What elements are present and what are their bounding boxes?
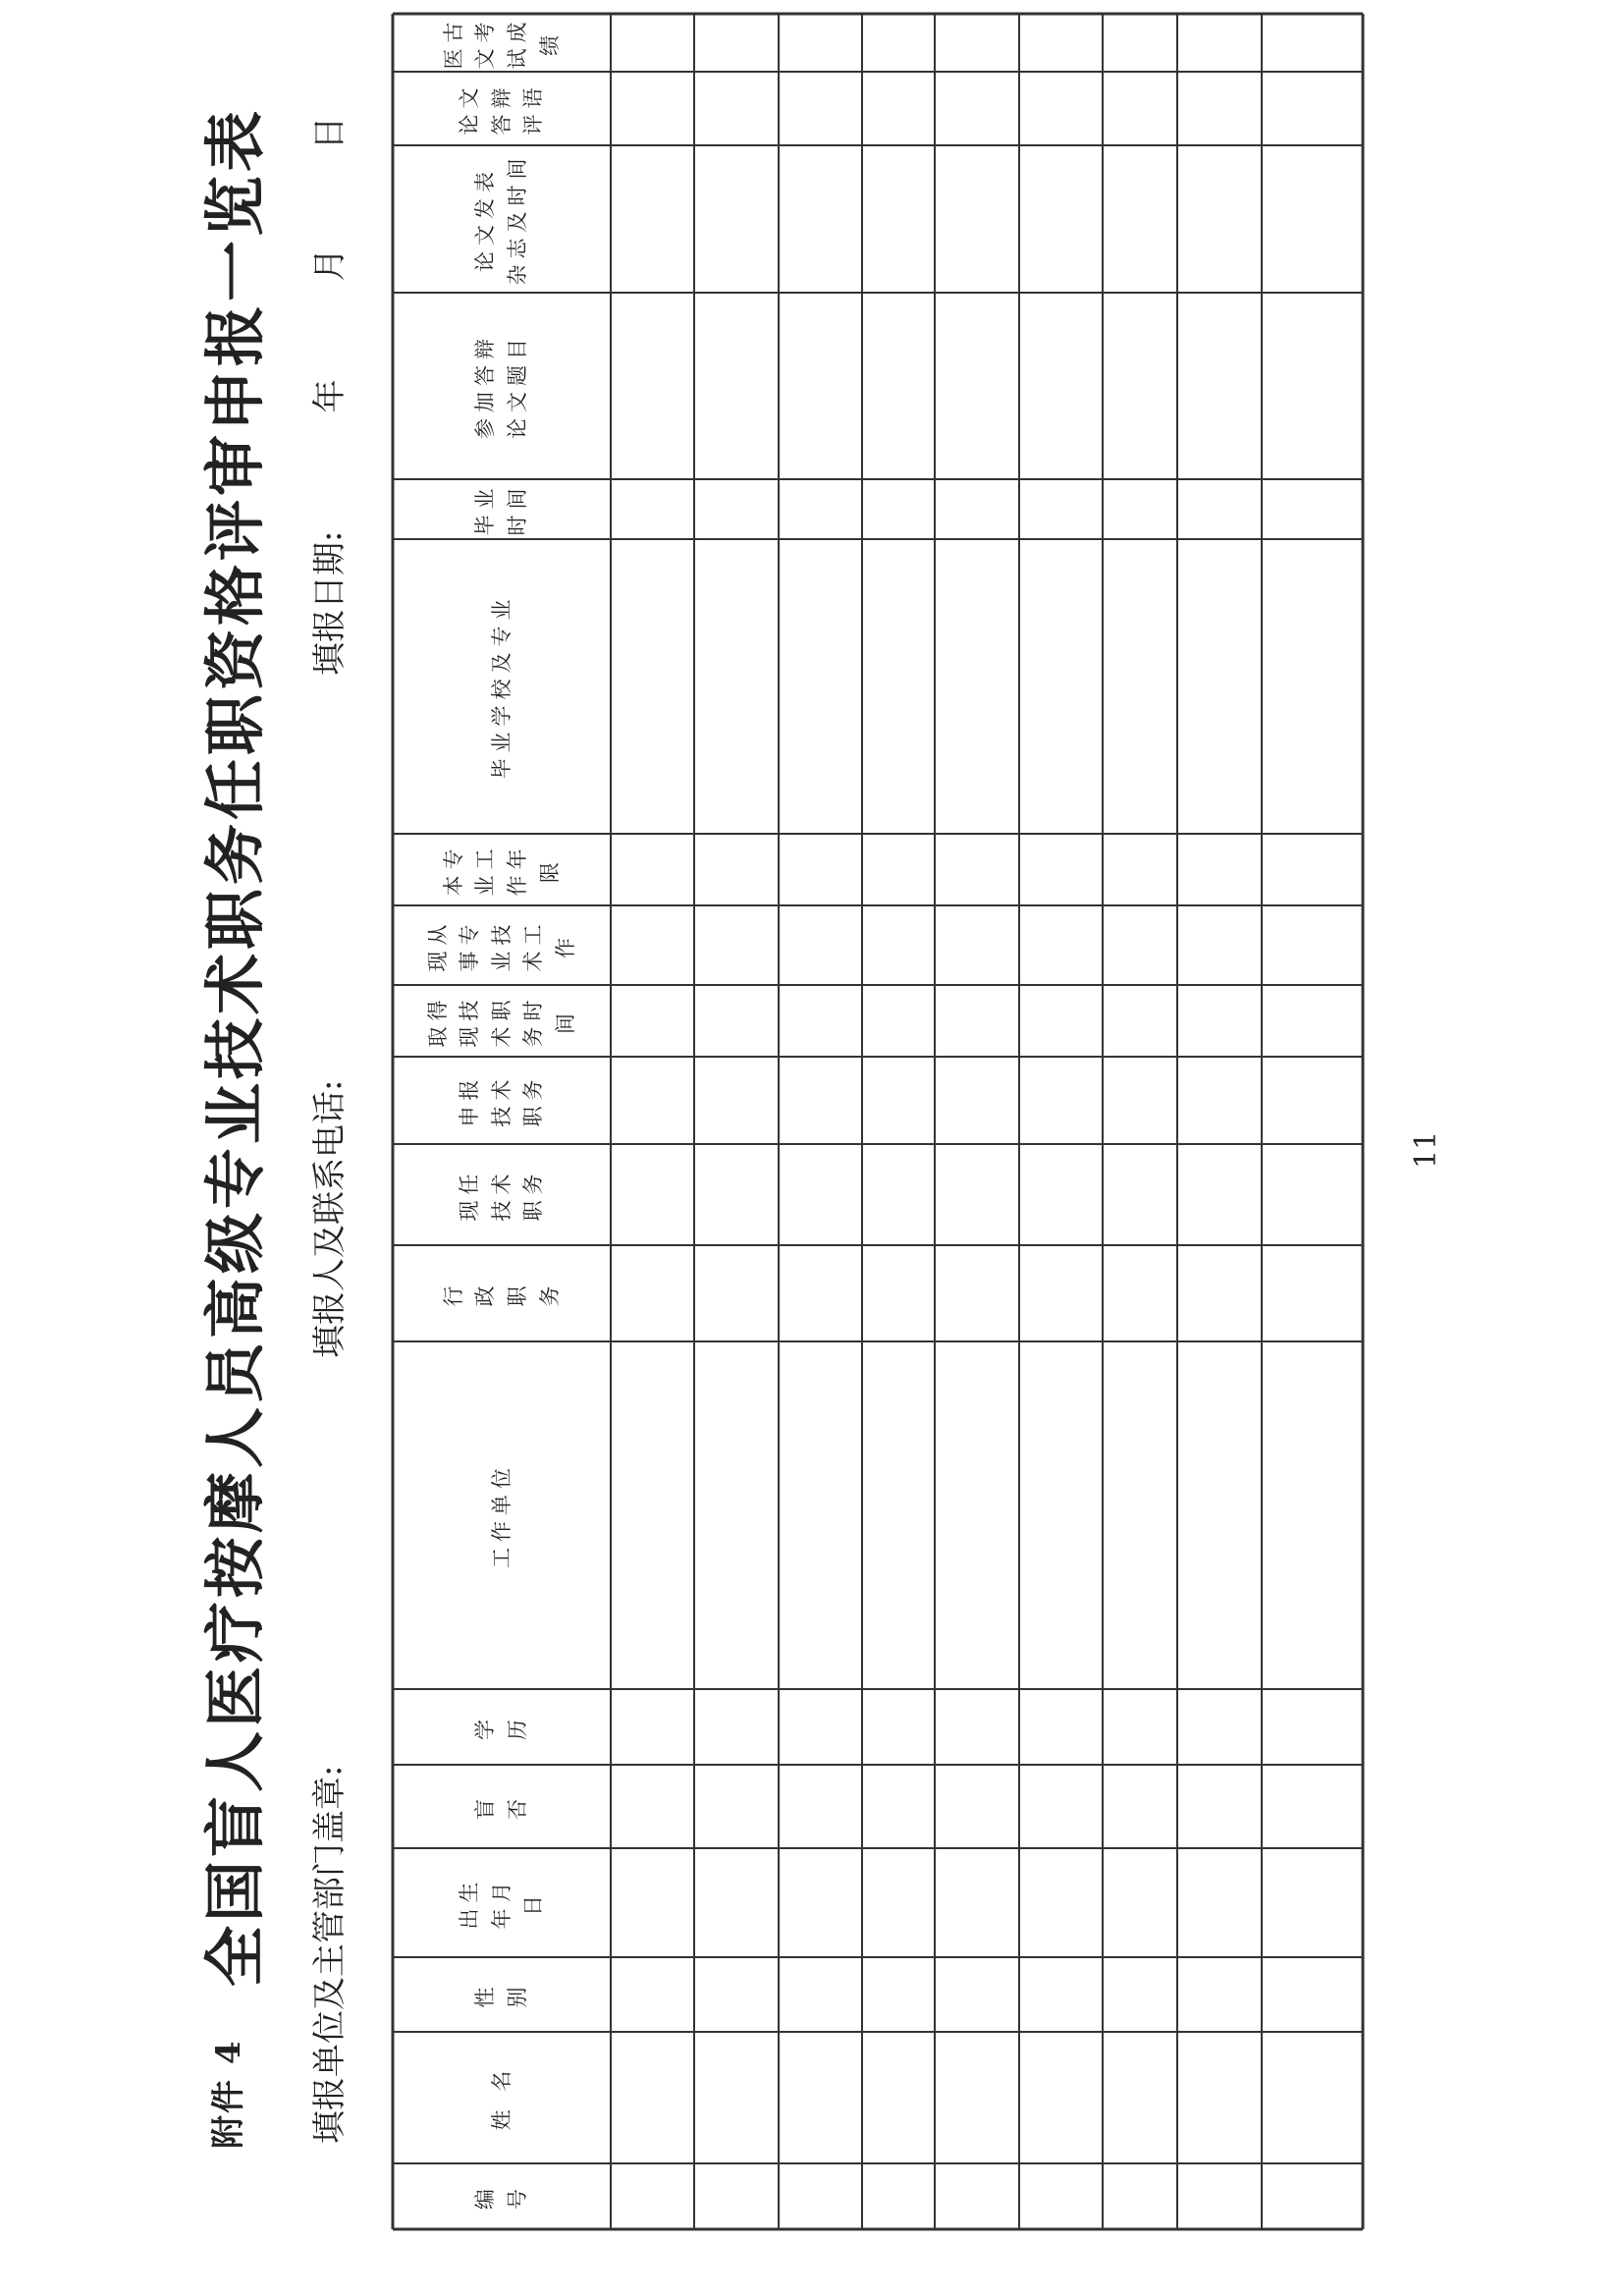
- table-cell-thesis-topic: [781, 295, 860, 477]
- header-line: 文考: [473, 16, 498, 70]
- table-cell-current-title: [613, 1146, 692, 1243]
- table-cell-gender: [1021, 1959, 1101, 2030]
- page-title: 全国盲人医疗按摩人员高级专业技术职务任职资格评审申报一览表: [199, 106, 271, 1987]
- table-cell-grad-time: [696, 481, 777, 537]
- table-cell-school-major: [1264, 541, 1361, 832]
- table-cell-current-work: [1179, 907, 1260, 983]
- header-line: 职: [506, 1280, 529, 1307]
- table-cell-admin-post: [696, 1247, 777, 1339]
- table-cell-current-title: [781, 1146, 860, 1243]
- table-cell-current-title: [696, 1146, 777, 1243]
- table-cell-education: [864, 1691, 933, 1763]
- header-line: 技术: [489, 1168, 514, 1222]
- table-cell-defense: [613, 74, 692, 143]
- header-line: 工作单位: [489, 1462, 514, 1568]
- table-cell-classics-exam: [1021, 16, 1101, 70]
- table-cell-school-major: [937, 541, 1017, 832]
- header-line: 历: [506, 1714, 529, 1740]
- header-current-work: [397, 907, 607, 983]
- header-line: 作: [553, 932, 577, 958]
- table-cell-thesis-topic: [937, 295, 1017, 477]
- table-cell-no: [937, 2165, 1017, 2227]
- header-line: 间: [553, 1008, 577, 1034]
- header-admin-post: [397, 1247, 607, 1339]
- table-cell-admin-post: [781, 1247, 860, 1339]
- date-month: 月: [310, 247, 350, 282]
- table-cell-work-years: [781, 836, 860, 903]
- table-cell-applied-title: [781, 1059, 860, 1142]
- header-line: 论文题目: [506, 333, 529, 439]
- table-cell-work-years: [1105, 836, 1175, 903]
- header-line: 务时: [521, 994, 546, 1048]
- table-cell-blind: [613, 1767, 692, 1846]
- table-cell-grad-time: [1264, 481, 1361, 537]
- table-cell-defense: [1021, 74, 1101, 143]
- header-no: [397, 2165, 607, 2227]
- table-cell-school-major: [1105, 541, 1175, 832]
- table-cell-journal: [1264, 147, 1361, 291]
- table-cell-thesis-topic: [1264, 295, 1361, 477]
- table-cell-gender: [1105, 1959, 1175, 2030]
- header-line: 答辩: [489, 82, 514, 136]
- table-cell-defense: [781, 74, 860, 143]
- table-cell-admin-post: [937, 1247, 1017, 1339]
- table-cell-applied-title: [613, 1059, 692, 1142]
- contact-field: 填报人及联系电话:: [310, 1079, 350, 1358]
- table-cell-grad-time: [937, 481, 1017, 537]
- table-cell-education: [1105, 1691, 1175, 1763]
- table-cell-school-major: [864, 541, 933, 832]
- table-cell-birth: [1179, 1850, 1260, 1955]
- table-cell-blind: [1264, 1767, 1361, 1846]
- table-cell-title-time: [1021, 987, 1101, 1055]
- table-cell-blind: [1105, 1767, 1175, 1846]
- table-cell-defense: [937, 74, 1017, 143]
- header-line: 取得: [425, 994, 450, 1048]
- table-cell-admin-post: [613, 1247, 692, 1339]
- header-line: 杂志及时间: [506, 152, 529, 286]
- table-cell-no: [613, 2165, 692, 2227]
- table-cell-title-time: [1105, 987, 1175, 1055]
- table-cell-education: [781, 1691, 860, 1763]
- table-cell-current-work: [1021, 907, 1101, 983]
- table-cell-current-work: [696, 907, 777, 983]
- table-cell-classics-exam: [1105, 16, 1175, 70]
- header-line: 姓 名: [489, 2064, 514, 2131]
- header-line: 政: [473, 1280, 498, 1307]
- table-cell-journal: [1179, 147, 1260, 291]
- page-number: 11: [1409, 1130, 1443, 1169]
- table-cell-no: [1264, 2165, 1361, 2227]
- table-cell-thesis-topic: [613, 295, 692, 477]
- table-cell-current-work: [613, 907, 692, 983]
- table-cell-education: [613, 1691, 692, 1763]
- table-cell-work-years: [613, 836, 692, 903]
- table-cell-journal: [937, 147, 1017, 291]
- table-cell-thesis-topic: [1105, 295, 1175, 477]
- table-cell-applied-title: [1264, 1059, 1361, 1142]
- header-journal: [397, 147, 607, 291]
- header-gender: [397, 1959, 607, 2030]
- table-cell-birth: [696, 1850, 777, 1955]
- table-cell-birth: [781, 1850, 860, 1955]
- table-cell-work-unit: [864, 1343, 933, 1687]
- header-line: 号: [506, 2183, 529, 2210]
- table-cell-current-work: [1264, 907, 1361, 983]
- table-cell-classics-exam: [696, 16, 777, 70]
- table-cell-blind: [696, 1767, 777, 1846]
- table-cell-no: [696, 2165, 777, 2227]
- table-cell-title-time: [864, 987, 933, 1055]
- table-cell-gender: [613, 1959, 692, 2030]
- header-title-time: [397, 987, 607, 1055]
- table-cell-grad-time: [1105, 481, 1175, 537]
- table-cell-grad-time: [613, 481, 692, 537]
- header-line: 毕业学校及专业: [489, 593, 514, 780]
- header-line: 盲: [473, 1793, 498, 1820]
- header-blind: [397, 1767, 607, 1846]
- header-birth: [397, 1850, 607, 1955]
- table-cell-birth: [1021, 1850, 1101, 1955]
- table-cell-grad-time: [1179, 481, 1260, 537]
- table-cell-classics-exam: [937, 16, 1017, 70]
- table-cell-school-major: [1179, 541, 1260, 832]
- table-cell-education: [696, 1691, 777, 1763]
- header-line: 论文发表: [473, 166, 498, 272]
- table-cell-education: [1021, 1691, 1101, 1763]
- header-line: 职务: [521, 1073, 546, 1127]
- header-line: 术职: [489, 994, 514, 1048]
- table-cell-current-title: [1179, 1146, 1260, 1243]
- header-line: 职务: [521, 1168, 546, 1222]
- header-line: 术工: [521, 918, 546, 972]
- table-cell-classics-exam: [781, 16, 860, 70]
- table-cell-work-years: [1264, 836, 1361, 903]
- table-cell-blind: [1021, 1767, 1101, 1846]
- table-cell-current-title: [1105, 1146, 1175, 1243]
- header-line: 申报: [458, 1073, 482, 1127]
- table-cell-applied-title: [937, 1059, 1017, 1142]
- table-cell-gender: [937, 1959, 1017, 2030]
- date-field: [302, 117, 351, 676]
- date-year: 年: [310, 379, 350, 413]
- header-line: 出生: [458, 1876, 482, 1930]
- header-line: 试成: [506, 16, 529, 70]
- table-cell-no: [1021, 2165, 1101, 2227]
- table-cell-title-time: [1264, 987, 1361, 1055]
- table-cell-gender: [696, 1959, 777, 2030]
- table-cell-thesis-topic: [1021, 295, 1101, 477]
- table-cell-work-years: [1021, 836, 1101, 903]
- header-school-major: [397, 541, 607, 832]
- header-line: 本专: [441, 843, 465, 897]
- header-line: 事专: [458, 918, 482, 972]
- table-cell-name: [1021, 2034, 1101, 2161]
- table-cell-current-work: [781, 907, 860, 983]
- table-cell-education: [937, 1691, 1017, 1763]
- table-cell-journal: [1105, 147, 1175, 291]
- table-cell-thesis-topic: [1179, 295, 1260, 477]
- table-cell-birth: [1105, 1850, 1175, 1955]
- header-line: 技术: [489, 1073, 514, 1127]
- table-cell-applied-title: [696, 1059, 777, 1142]
- table-cell-no: [1105, 2165, 1175, 2227]
- table-cell-title-time: [781, 987, 860, 1055]
- table-cell-birth: [613, 1850, 692, 1955]
- header-line: 否: [506, 1793, 529, 1820]
- header-line: 业工: [473, 843, 498, 897]
- table-cell-no: [1179, 2165, 1260, 2227]
- table-cell-admin-post: [1105, 1247, 1175, 1339]
- table-cell-work-years: [864, 836, 933, 903]
- table-cell-work-unit: [781, 1343, 860, 1687]
- table-cell-blind: [864, 1767, 933, 1846]
- table-cell-gender: [864, 1959, 933, 2030]
- table-cell-applied-title: [1105, 1059, 1175, 1142]
- header-classics-exam: [397, 16, 607, 70]
- table-cell-school-major: [781, 541, 860, 832]
- table-cell-grad-time: [864, 481, 933, 537]
- attachment-label: 附件 4: [209, 2039, 248, 2149]
- table-cell-gender: [781, 1959, 860, 2030]
- date-day: 日: [310, 116, 350, 150]
- table-cell-gender: [1179, 1959, 1260, 2030]
- table-cell-birth: [1264, 1850, 1361, 1955]
- header-line: 论文: [458, 82, 482, 136]
- table-cell-admin-post: [864, 1247, 933, 1339]
- table-cell-name: [1105, 2034, 1175, 2161]
- table-cell-classics-exam: [1264, 16, 1361, 70]
- header-applied-title: [397, 1059, 607, 1142]
- table-cell-journal: [613, 147, 692, 291]
- table-cell-work-unit: [1021, 1343, 1101, 1687]
- table-cell-name: [937, 2034, 1017, 2161]
- table-cell-admin-post: [1179, 1247, 1260, 1339]
- table-cell-name: [781, 2034, 860, 2161]
- header-line: 学: [473, 1714, 498, 1740]
- table-cell-work-unit: [1264, 1343, 1361, 1687]
- table-cell-journal: [1021, 147, 1101, 291]
- table-cell-applied-title: [1179, 1059, 1260, 1142]
- table-cell-title-time: [1179, 987, 1260, 1055]
- table-cell-defense: [1105, 74, 1175, 143]
- table-cell-school-major: [1021, 541, 1101, 832]
- table-cell-work-years: [1179, 836, 1260, 903]
- header-grad-time: [397, 481, 607, 537]
- table-cell-name: [1264, 2034, 1361, 2161]
- header-line: 行: [441, 1280, 465, 1307]
- header-line: 现从: [425, 918, 450, 972]
- header-line: 毕业: [473, 482, 498, 536]
- table-cell-classics-exam: [1179, 16, 1260, 70]
- table-cell-title-time: [696, 987, 777, 1055]
- table-cell-current-title: [1021, 1146, 1101, 1243]
- table-cell-school-major: [613, 541, 692, 832]
- table-cell-name: [613, 2034, 692, 2161]
- table-cell-education: [1179, 1691, 1260, 1763]
- unit-seal-field: 填报单位及主管部门盖章:: [310, 1765, 350, 2144]
- header-work-years: [397, 836, 607, 903]
- header-line: 业技: [489, 918, 514, 972]
- header-line: 限: [537, 856, 562, 883]
- table-cell-blind: [781, 1767, 860, 1846]
- header-defense: [397, 74, 607, 143]
- header-line: 参加答辩: [473, 333, 498, 439]
- table-cell-birth: [937, 1850, 1017, 1955]
- table-cell-education: [1264, 1691, 1361, 1763]
- table-cell-defense: [1179, 74, 1260, 143]
- header-line: 年月: [489, 1876, 514, 1930]
- table-cell-current-title: [864, 1146, 933, 1243]
- table-cell-current-title: [937, 1146, 1017, 1243]
- table-cell-defense: [696, 74, 777, 143]
- table-cell-name: [1179, 2034, 1260, 2161]
- table-cell-applied-title: [1021, 1059, 1101, 1142]
- table-cell-current-title: [1264, 1146, 1361, 1243]
- table-cell-applied-title: [864, 1059, 933, 1142]
- table-cell-work-unit: [696, 1343, 777, 1687]
- table-cell-current-work: [864, 907, 933, 983]
- table-cell-work-unit: [937, 1343, 1017, 1687]
- table-cell-classics-exam: [613, 16, 692, 70]
- table-cell-work-unit: [1179, 1343, 1260, 1687]
- table-cell-no: [781, 2165, 860, 2227]
- header-line: 编: [473, 2183, 498, 2210]
- header-line: 时间: [506, 482, 529, 536]
- table-cell-blind: [937, 1767, 1017, 1846]
- table-cell-work-unit: [613, 1343, 692, 1687]
- table-cell-gender: [1264, 1959, 1361, 2030]
- table-cell-journal: [864, 147, 933, 291]
- table-cell-no: [864, 2165, 933, 2227]
- table-cell-admin-post: [1264, 1247, 1361, 1339]
- table-cell-grad-time: [781, 481, 860, 537]
- header-line: 医古: [441, 16, 465, 70]
- table-cell-work-unit: [1105, 1343, 1175, 1687]
- table-cell-current-work: [1105, 907, 1175, 983]
- table-cell-blind: [1179, 1767, 1260, 1846]
- header-thesis-topic: [397, 295, 607, 477]
- header-current-title: [397, 1146, 607, 1243]
- header-line: 现任: [458, 1168, 482, 1222]
- header-line: 绩: [537, 29, 562, 56]
- table-cell-thesis-topic: [864, 295, 933, 477]
- table-cell-work-years: [937, 836, 1017, 903]
- table-cell-work-years: [696, 836, 777, 903]
- header-line: 务: [537, 1280, 562, 1307]
- header-line: 评语: [521, 82, 546, 136]
- table-cell-birth: [864, 1850, 933, 1955]
- table-cell-admin-post: [1021, 1247, 1101, 1339]
- header-work-unit: [397, 1343, 607, 1687]
- table-cell-name: [864, 2034, 933, 2161]
- header-name: [397, 2034, 607, 2161]
- table-cell-title-time: [937, 987, 1017, 1055]
- table-cell-journal: [696, 147, 777, 291]
- header-line: 作年: [506, 843, 529, 897]
- table-cell-name: [696, 2034, 777, 2161]
- header-line: 别: [506, 1981, 529, 2008]
- table-cell-thesis-topic: [696, 295, 777, 477]
- table-cell-grad-time: [1021, 481, 1101, 537]
- date-label: 填报日期:: [310, 530, 350, 676]
- table-cell-defense: [864, 74, 933, 143]
- table-cell-journal: [781, 147, 860, 291]
- table-cell-classics-exam: [864, 16, 933, 70]
- header-line: 现技: [458, 994, 482, 1048]
- header-education: [397, 1691, 607, 1763]
- table-cell-school-major: [696, 541, 777, 832]
- table-cell-defense: [1264, 74, 1361, 143]
- table-cell-current-work: [937, 907, 1017, 983]
- table-cell-title-time: [613, 987, 692, 1055]
- header-line: 性: [473, 1981, 498, 2008]
- header-line: 日: [521, 1889, 546, 1916]
